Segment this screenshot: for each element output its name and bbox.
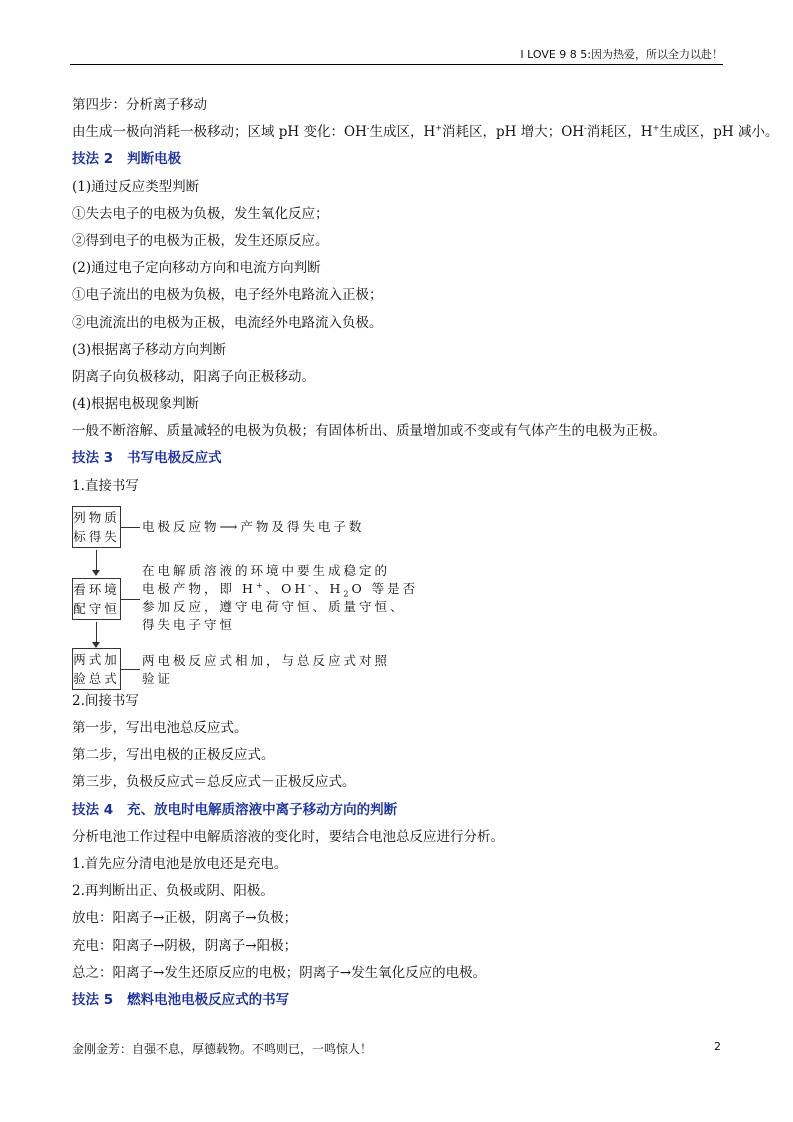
page-header xyxy=(70,46,723,65)
arrow-down-icon xyxy=(92,570,100,576)
tip2-line: ①电子流出的电极为负极，电子经外电路流入正极； xyxy=(72,287,383,304)
tip4-line: 充电：阳离子→阴极，阴离子→阳极； xyxy=(72,937,298,954)
page-number: 2 xyxy=(714,1040,721,1053)
tip2-line: ②电流流出的电极为正极，电流经外电路流入负极。 xyxy=(72,314,383,331)
tip2-line: 一般不断溶解、质量减轻的电极为负极；有固体析出、质量增加或不变或有气体产生的电极为正极。 xyxy=(72,423,666,440)
tip2-line: (3)根据离子移动方向判断 xyxy=(72,341,227,358)
tip4-heading: 技法 4 充、放电时电解质溶液中离子移动方向的判断 xyxy=(72,801,398,818)
tip4-line: 总之：阳离子→发生还原反应的电极；阴离子→发生氧化反应的电极。 xyxy=(72,964,487,981)
flow-text-step3: 两电极反应式相加，与总反应式对照 验证 xyxy=(142,652,391,686)
tip2-line: 阴离子向负极移动，阳离子向正极移动。 xyxy=(72,368,315,385)
tip3-step: 第二步，写出电极的正极反应式。 xyxy=(72,747,275,764)
tip2-line: (1)通过反应类型判断 xyxy=(72,178,200,195)
writing-flow-diagram xyxy=(72,504,724,686)
tip4-line: 放电：阳离子→正极，阴离子→负极； xyxy=(72,910,298,927)
tip3-step: 第一步，写出电池总反应式。 xyxy=(72,720,248,736)
tip3-indirect: 2.间接书写 xyxy=(72,692,139,709)
flow-text-step1: 电极反应物⟶产物及得失电子数 xyxy=(142,518,365,534)
tip4-line: 分析电池工作过程中电解质溶液的变化时，要结合电池总反应进行分析。 xyxy=(72,828,504,845)
tip4-line: 2.再判断出正、负极或阴、阳极。 xyxy=(72,883,274,900)
step4-title: 第四步：分析离子移动 xyxy=(72,97,207,113)
flow-box-check-environment: 看环境 配守恒 xyxy=(72,578,121,620)
tip2-line: (2)通过电子定向移动方向和电流方向判断 xyxy=(72,260,321,277)
tip2-line: ②得到电子的电极为正极，发生还原反应。 xyxy=(72,232,329,249)
flow-connector xyxy=(120,599,140,600)
tip5-heading: 技法 5 燃料电池电极反应式的书写 xyxy=(72,991,290,1008)
flow-text-step2: 在电解质溶液的环境中要生成稳定的 电极产物，即 H+、OH-、$H_2O$ 等是否 参加反应，遵守电荷守恒、质量守恒、 得失电子守恒 xyxy=(142,562,419,632)
tip4-line: 1.首先应分清电池是放电还是充电。 xyxy=(72,855,288,872)
step4-body: 由生成一极向消耗一极移动；区域 pH 变化：OH-生成区，H+消耗区，pH 增大；OH-消耗区，H+生成区，pH 减小。 xyxy=(72,123,779,141)
header-slogan: I LOVE 9 8 5:因为热爱，所以全力以赴！ xyxy=(520,48,723,61)
tip2-heading: 技法 2 判断电极 xyxy=(72,151,182,168)
tip2-line: (4)根据电极现象判断 xyxy=(72,396,200,413)
tip2-line: ①失去电子的电极为负极，发生氧化反应； xyxy=(72,205,329,222)
document-body xyxy=(72,92,779,1014)
flow-connector xyxy=(96,622,97,644)
flow-connector xyxy=(120,669,140,670)
flow-connector xyxy=(120,527,140,528)
footer-motto: 金刚金芳：自强不息，厚德载物。不鸣则已，一鸣惊人！ xyxy=(72,1042,373,1056)
page-footer xyxy=(72,1040,721,1057)
flow-connector xyxy=(96,550,97,572)
flow-box-add-verify: 两式加 验总式 xyxy=(72,648,121,690)
tip3-direct: 1.直接书写 xyxy=(72,477,139,494)
tip3-step: 第三步，负极反应式＝总反应式－正极反应式。 xyxy=(72,774,356,791)
tip3-heading: 技法 3 书写电极反应式 xyxy=(72,450,222,467)
flow-box-list-substances: 列物质 标得失 xyxy=(72,506,121,548)
